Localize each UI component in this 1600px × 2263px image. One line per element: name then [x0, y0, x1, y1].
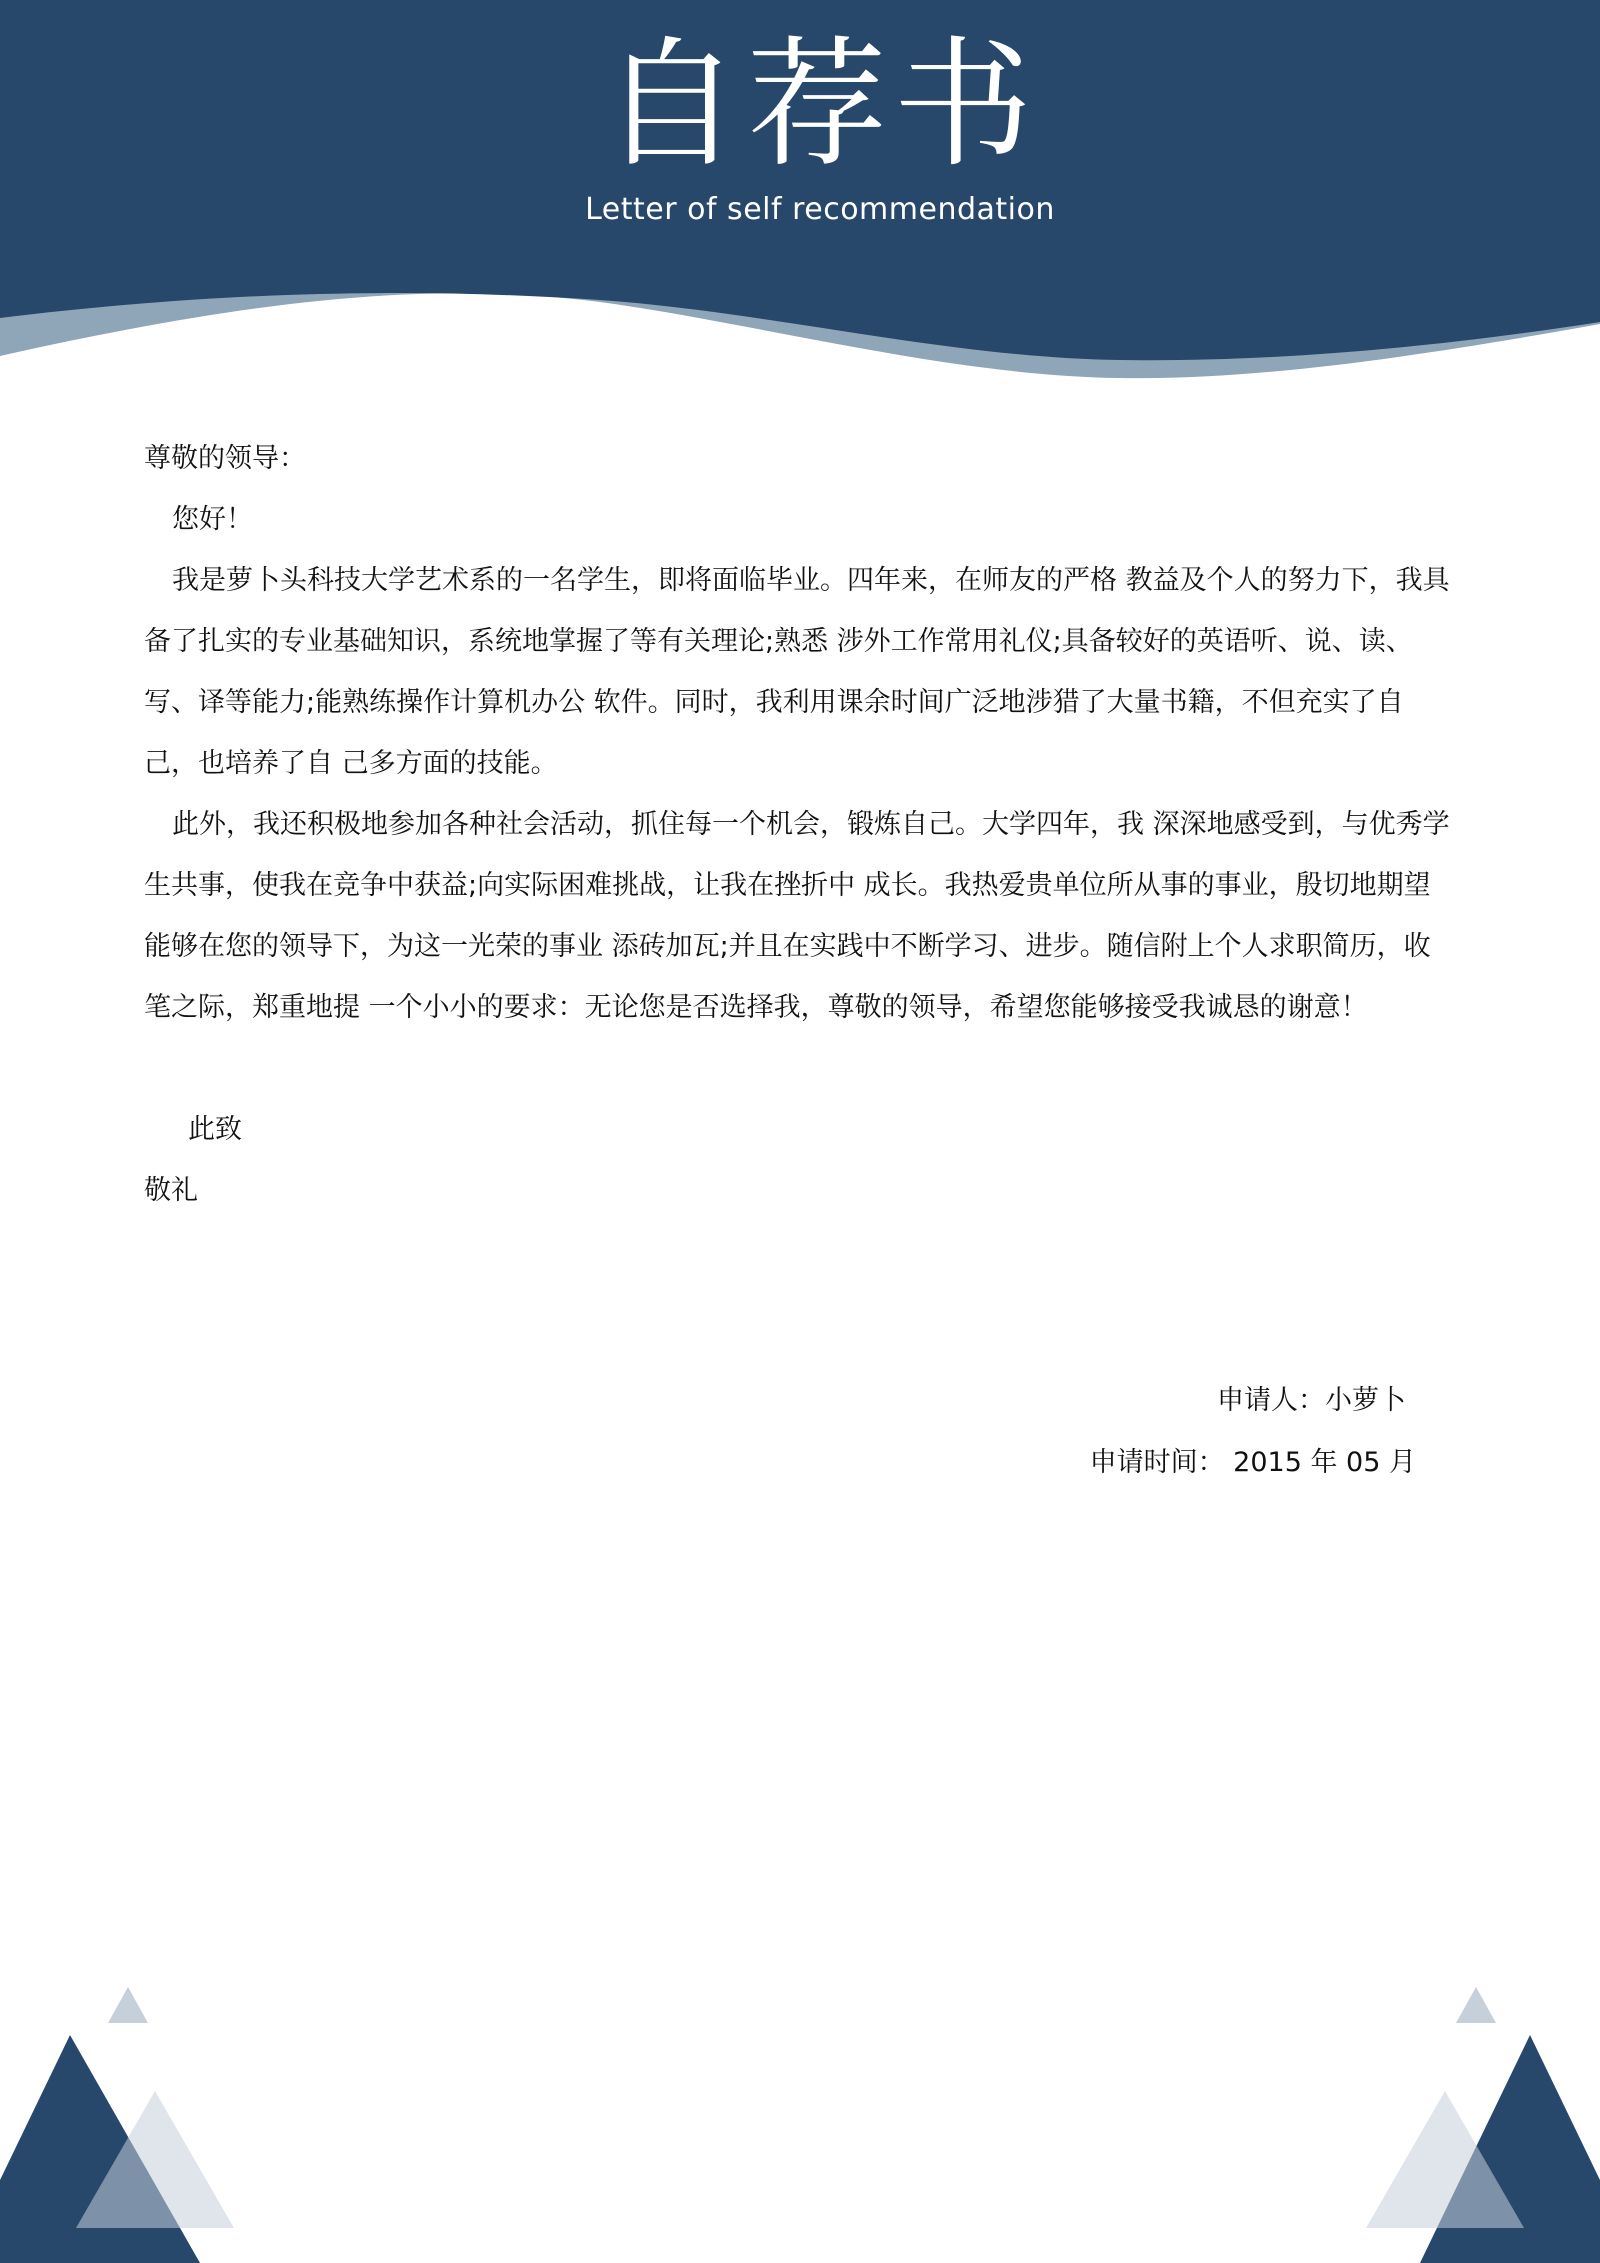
triangle-small-light: [108, 1987, 148, 2023]
application-date: 申请时间： 2015 年 05 月: [1089, 1447, 1416, 1478]
applicant-name: 申请人：小萝卜: [1217, 1385, 1406, 1416]
letter-body: [144, 428, 1454, 1221]
paragraph-1: 我是萝卜头科技大学艺术系的一名学生，即将面临毕业。四年来，在师友的严格 教益及个人的努力下，我具备了扎实的专业基础知识，系统地掌握了等有关理论;熟悉 涉外工作常用礼仪;具备较好的英语听、说、读、写、译等能力;能熟练操作计算机办公 软件。同时，我利用课余时间广泛地涉猎了大量书籍，不但充实了自己，也培养了自 己多方面的技能。: [144, 565, 1450, 779]
paragraph-2: 此外，我还积极地参加各种社会活动，抓住每一个机会，锻炼自己。大学四年，我 深深地感受到，与优秀学生共事，使我在竞争中获益;向实际困难挑战，让我在挫折中 成长。我热爱贵单位所从事的事业，殷切地期望能够在您的领导下，为这一光荣的事业 添砖加瓦;并且在实践中不断学习、进步。随信附上个人求职简历，收笔之际，郑重地提 一个小小的要求：无论您是否选择我，尊敬的领导，希望您能够接受我诚恳的谢意！: [144, 809, 1450, 1023]
triangle-small-light: [1456, 1987, 1496, 2023]
corner-triangles-right: [1340, 1983, 1600, 2263]
closing-line-1: 此致: [188, 1114, 242, 1145]
signature-block: [1090, 1370, 1416, 1494]
salutation: 尊敬的领导：: [144, 443, 306, 474]
closing-line-2: 敬礼: [144, 1175, 198, 1206]
corner-triangles-left: [0, 1983, 260, 2263]
page-title: 自荐书: [600, 24, 1039, 187]
page-subtitle: Letter of self recommendation: [585, 192, 1055, 227]
greeting: 您好！: [172, 504, 253, 535]
